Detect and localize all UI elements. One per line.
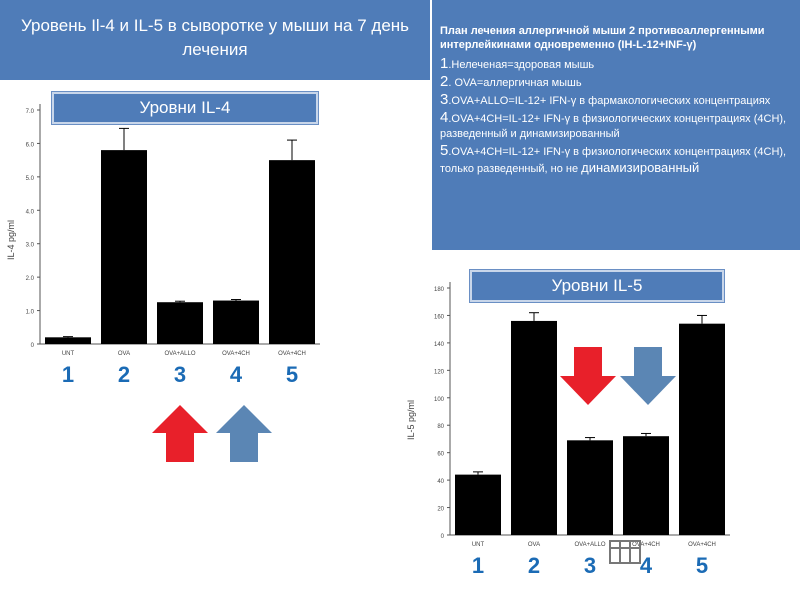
slide-title: Уровень Il-4 и IL-5 в сыворотке у мыши на 7 день лечения: [20, 16, 410, 59]
blue-down-arrow-icon: [620, 347, 676, 405]
il4-bar: [45, 337, 91, 344]
plan-list: [440, 56, 792, 178]
il4-y-tick-label: 3.0: [25, 242, 34, 249]
il4-category-label: OVA+4CH: [222, 351, 250, 357]
il4-category-label: UNT: [61, 351, 75, 357]
il4-group-number: 2: [117, 362, 131, 387]
il5-category-label: OVA: [527, 542, 541, 548]
il4-y-tick-label: 0: [30, 343, 34, 349]
il5-category-label: UNT: [471, 542, 485, 548]
il5-group-number: 2: [527, 553, 541, 578]
il5-y-tick-label: 180: [433, 287, 444, 293]
il5-bar: [679, 324, 725, 535]
il5-category-label: OVA+4CH: [688, 542, 716, 548]
slide-header: [0, 0, 430, 80]
il5-group-number: 5: [695, 553, 709, 578]
il4-category-label: OVA: [117, 351, 131, 357]
il5-group-number: 1: [471, 553, 485, 578]
il4-y-tick-label: 6.0: [25, 142, 34, 149]
il5-y-tick-label: 80: [437, 424, 444, 431]
il4-bar: [269, 160, 315, 344]
il5-bar: [623, 436, 669, 535]
il5-bar: [567, 440, 613, 535]
il5-y-tick-label: 40: [437, 479, 444, 486]
il4-chart-title: Уровни IL-4: [52, 92, 318, 124]
il4-group-number: 1: [61, 362, 75, 387]
il5-y-tick-label: 120: [433, 369, 444, 376]
il5-category-label: OVA+4CH: [632, 542, 660, 548]
il4-y-tick-label: 1.0: [25, 309, 34, 316]
il5-bar-chart: [400, 270, 735, 585]
il5-y-tick-label: 160: [433, 314, 444, 321]
il5-category-label: OVA+ALLO: [574, 542, 606, 548]
il5-bar: [455, 475, 501, 535]
il4-bar-chart: [0, 90, 330, 390]
il4-category-label: OVA+ALLO: [164, 351, 196, 357]
plan-title: План лечения аллергичной мыши 2 противоаллергенными интерлейкинами одновременно (IH-L-12+INF-γ): [440, 25, 765, 51]
il4-bar: [101, 150, 147, 344]
plan-item-2: 2. OVA=аллергичная мышь: [440, 73, 582, 90]
il4-y-tick-label: 2.0: [25, 276, 34, 283]
plan-item-3: 3.OVA+ALLO=IL-12+ IFN-γ в фармакологических концентрациях: [440, 91, 771, 108]
plan-item-4: 4.OVA+4CH=IL-12+ IFN-γ в физиологических концентрациях (4CH), разведенный и динамизированный: [440, 109, 787, 140]
il4-group-number: 3: [173, 362, 187, 387]
il4-y-tick-label: 7.0: [25, 109, 34, 115]
il4-bar: [213, 301, 259, 344]
plan-item-1: 1.Нелеченая=здоровая мышь: [440, 55, 595, 72]
il4-arrows: [150, 400, 280, 470]
il5-chart-title: Уровни IL-5: [470, 270, 724, 302]
red-down-arrow-icon: [560, 347, 616, 405]
il5-group-number: 4: [639, 553, 653, 578]
plan-item-5: 5.OVA+4CH=IL-12+ IFN-γ в физиологических концентрациях (4CH), только разведенный, но не динамизированный: [440, 142, 787, 175]
il4-group-number: 4: [229, 362, 243, 387]
il4-bar: [157, 302, 203, 344]
il4-group-number: 5: [285, 362, 299, 387]
il5-y-tick-label: 140: [433, 341, 444, 348]
il5-y-tick-label: 100: [433, 396, 444, 403]
il5-group-number: 3: [583, 553, 597, 578]
red-up-arrow-icon: [152, 405, 208, 462]
il5-y-tick-label: 60: [437, 451, 444, 458]
il5-y-tick-label: 20: [437, 506, 444, 513]
il5-y-axis-label: IL-5 pg/ml: [406, 399, 416, 441]
treatment-plan-panel: [432, 0, 800, 250]
il5-y-tick-label: 0: [440, 534, 444, 540]
table-icon[interactable]: [608, 536, 644, 566]
il4-category-label: OVA+4CH: [278, 351, 306, 357]
il5-arrows: [555, 345, 685, 410]
blue-up-arrow-icon: [216, 405, 272, 462]
il5-bar: [511, 321, 557, 535]
il4-y-axis-label: IL-4 pg/ml: [6, 219, 16, 261]
il4-y-tick-label: 4.0: [25, 209, 34, 216]
il4-y-tick-label: 5.0: [25, 175, 34, 182]
